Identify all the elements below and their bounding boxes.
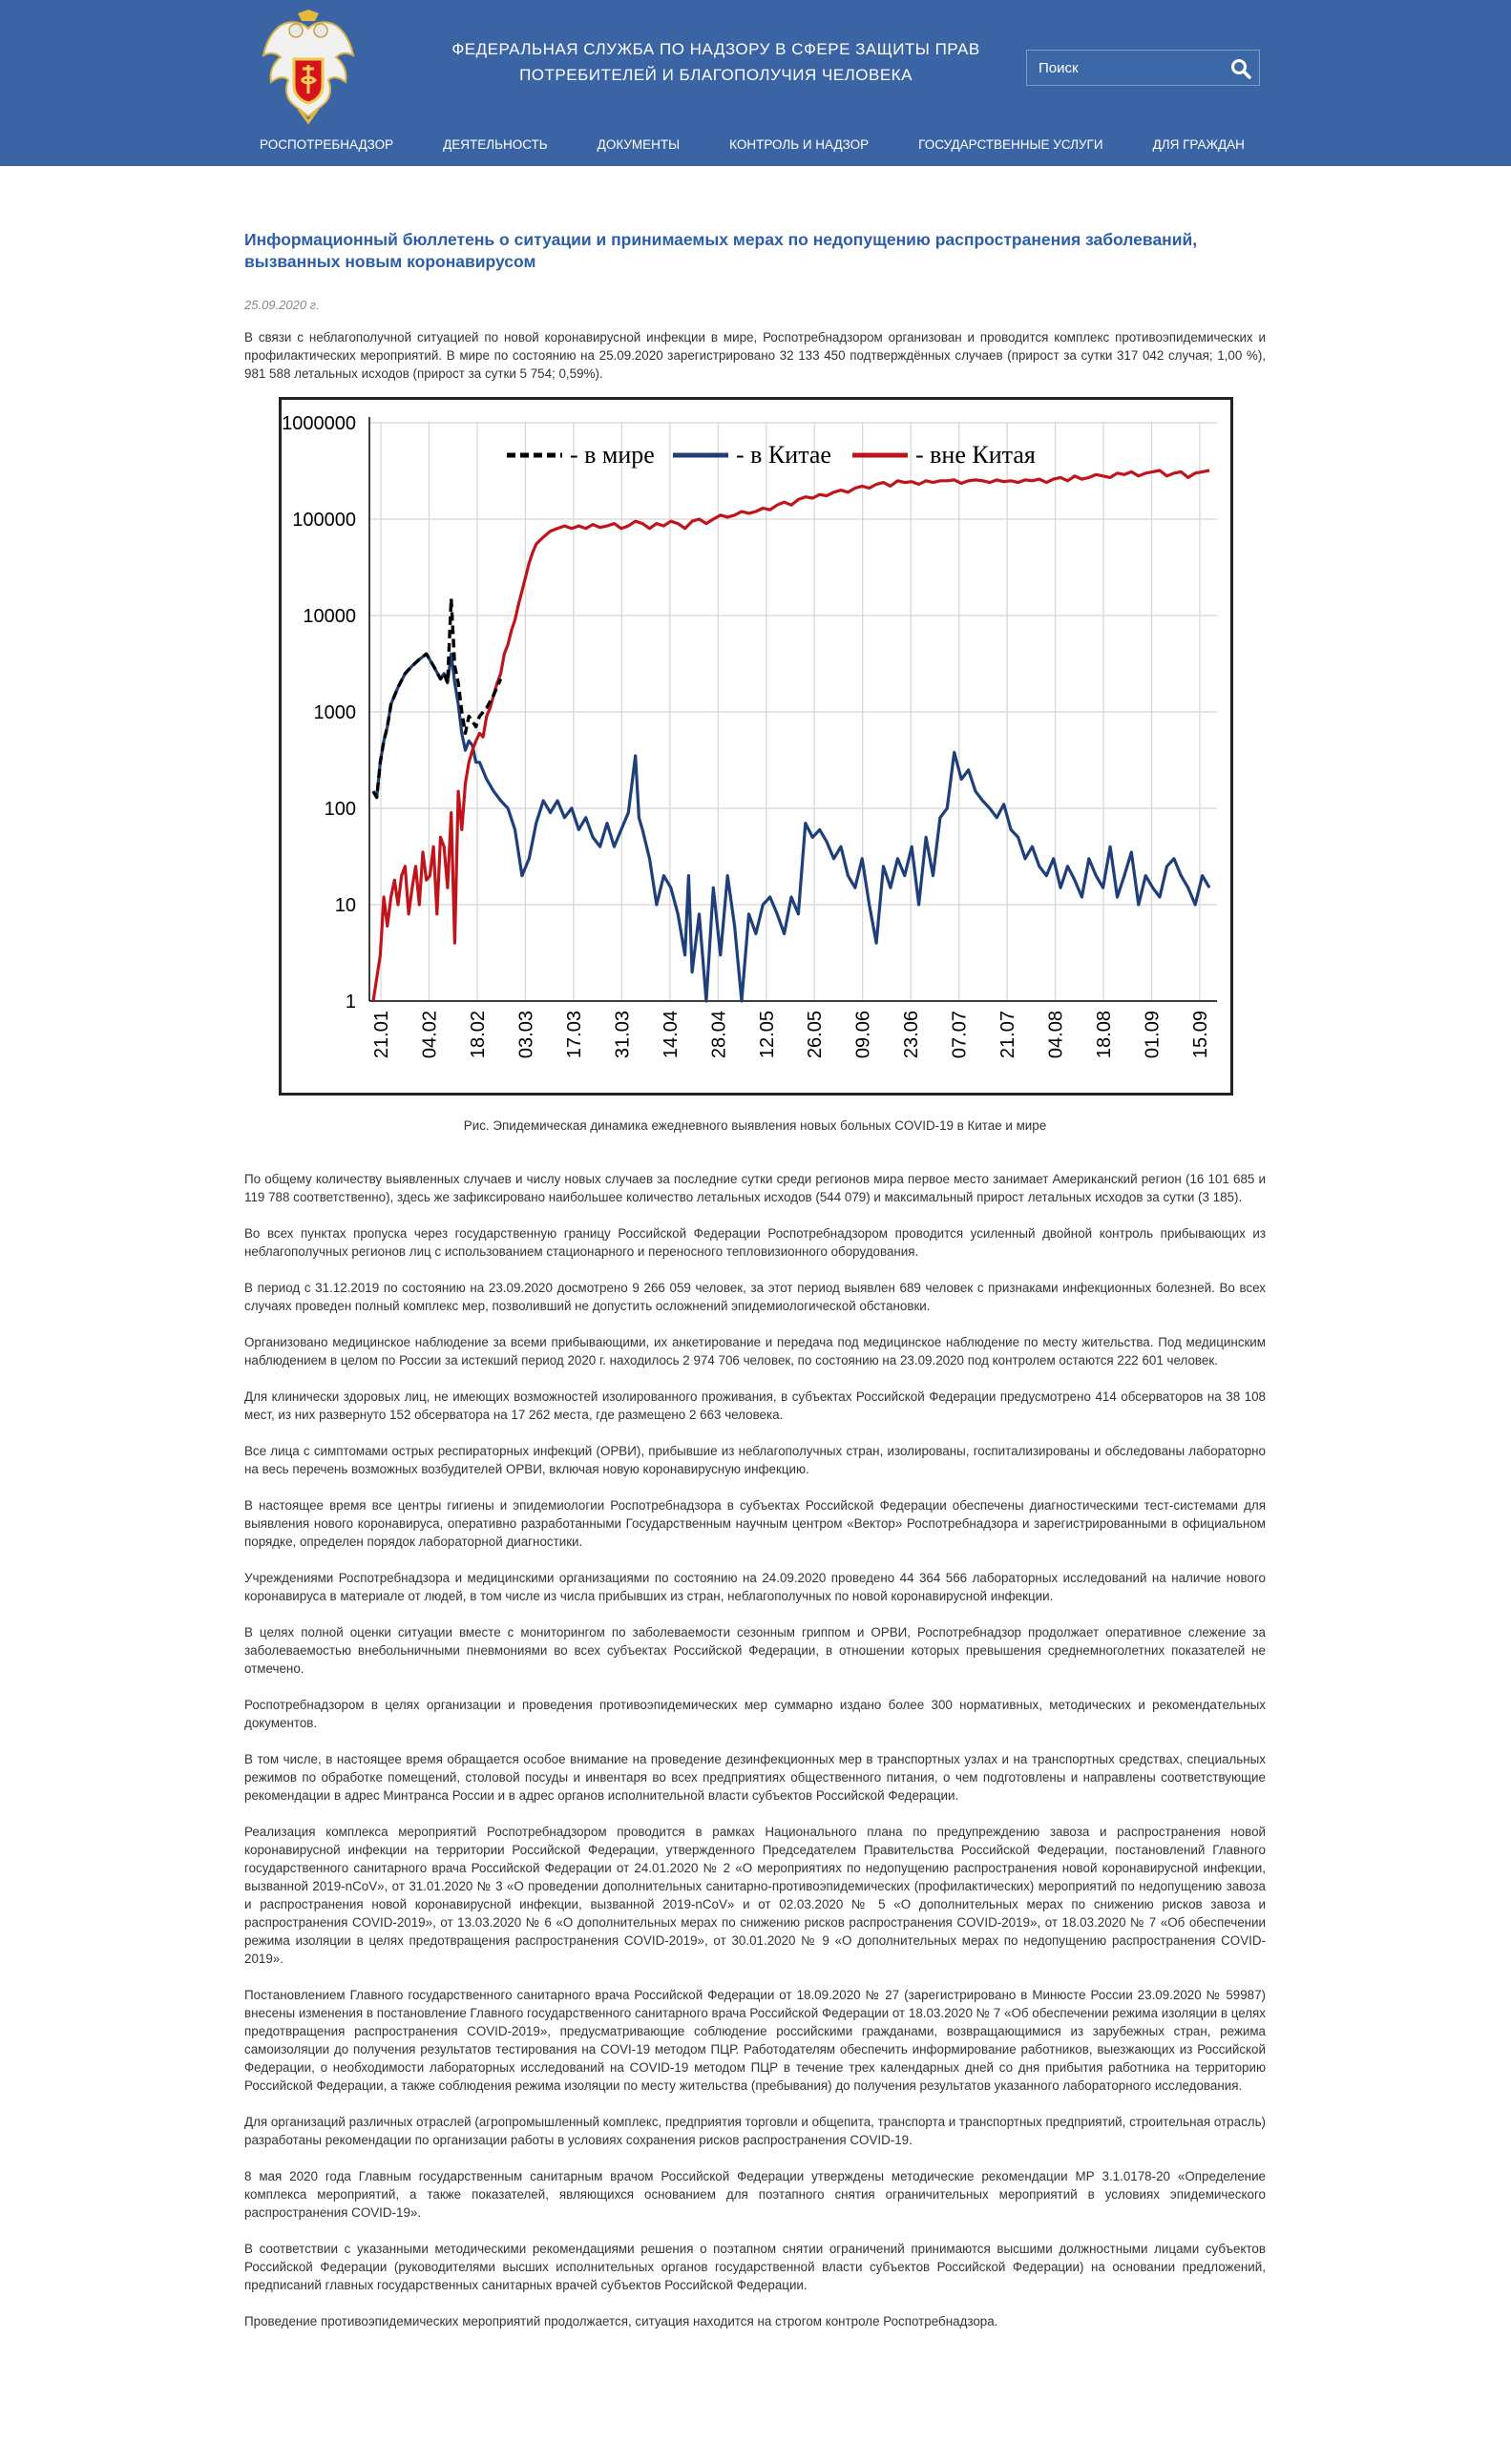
nav-item-citizens[interactable]: ДЛЯ ГРАЖДАН: [1152, 137, 1245, 152]
article-paragraph: Проведение противоэпидемических мероприятий продолжается, ситуация находится на строгом контроле Роспотребнадзора.: [244, 2314, 998, 2328]
search-box: [1026, 50, 1260, 86]
article-paragraph: Роспотребнадзором в целях организации и проведения противоэпидемических мер суммарно издано более 300 нормативных, методических и рекомендательных документов.: [244, 1698, 1266, 1730]
y-tick-label: 1000: [313, 702, 356, 723]
x-tick-label: 14.04: [660, 1011, 682, 1059]
site-header: [0, 0, 1511, 166]
article-paragraph: Постановлением Главного государственного санитарного врача Российской Федерации от 18.09.2020 № 27 (зарегистрировано в Минюсте России 23.09.2020 № 59987) внесены изменения в постановление Главного государственного санитарного врача Российской Федерации от 18.03.2020 № 7 «Об обеспечении режима изоляции в целях предотвращения распространения COVID-2019», предусматривающие соблюдение российскими гражданами, возвращающимися из зарубежных стран, режима самоизоляции до получения результатов тестирования на COVI-19 методом ПЦР. Работодателям обеспечить информирование работников, выезжающих из Российской Федерации, о необходимости лабораторных исследований на COVID-19 методом ПЦР в течение трех календарных дней со дня прибытия работника на территорию Российской Федерации, а также соблюдения режима изоляции по месту жительства (пребывания) до получения результатов указанного лабораторного исследования.: [244, 1988, 1266, 2093]
legend-label: - в мире: [570, 441, 655, 469]
y-tick-label: 1000000: [282, 413, 356, 434]
emblem-logo-icon[interactable]: [256, 10, 361, 126]
epidemic-chart: [279, 397, 1233, 1096]
article-paragraph: В целях полной оценки ситуации вместе с мониторингом по заболеваемости сезонным гриппом и ОРВИ, Роспотребнадзор продолжает оперативное слежение за заболеваемостью внебольничными пневмониями во всех субъектах Российской Федерации, в отношении которых превышения среднемноголетних показателей не отмечено.: [244, 1625, 1266, 1676]
article-paragraph: Для клинически здоровых лиц, не имеющих возможностей изолированного проживания, в субъектах Российской Федерации предусмотрено 414 обсерваторов на 38 108 мест, из них развернуто 152 обсерватора на 17 262 места, где размещено 2 663 человека.: [244, 1389, 1266, 1422]
article-paragraph: Все лица с симптомами острых респираторных инфекций (ОРВИ), прибывшие из неблагополучных стран, изолированы, госпитализированы и обследованы лабораторно на весь перечень возможных возбудителей ОРВИ, включая новую коронавирусную инфекцию.: [244, 1444, 1266, 1476]
x-tick-label: 12.05: [756, 1011, 778, 1059]
nav-item-control[interactable]: КОНТРОЛЬ И НАДЗОР: [729, 137, 870, 152]
article-body: [244, 1170, 1266, 2349]
x-tick-label: 18.02: [467, 1011, 489, 1059]
x-tick-label: 28.04: [708, 1011, 730, 1059]
x-tick-label: 03.03: [515, 1011, 537, 1059]
y-tick-label: 100000: [292, 510, 356, 531]
x-tick-label: 18.08: [1094, 1011, 1116, 1059]
x-tick-label: 31.03: [612, 1011, 634, 1059]
agency-title-line2: ПОТРЕБИТЕЛЕЙ И БЛАГОПОЛУЧИЯ ЧЕЛОВЕКА: [519, 66, 913, 84]
x-tick-label: 04.08: [1045, 1011, 1067, 1059]
article-paragraph: Для организаций различных отраслей (агропромышленный комплекс, предприятия торговли и общепита, транспорта и транспортных предприятий, строительная отрасль) разработаны рекомендации по организации работы в условиях сохранения рисков распространения COVID-19.: [244, 2115, 1267, 2147]
x-tick-label: 26.05: [805, 1011, 827, 1059]
article-paragraph: В соответствии с указанными методическими рекомендациями решения о поэтапном снятии ограничений принимаются высшими должностными лицами субъектов Российской Федерации (руководителями высших исполнительных органов государственной власти субъектов Российской Федерации) на основании предложений, предписаний главных государственных санитарных врачей субъектов Российской Федерации.: [244, 2242, 1266, 2292]
article: [244, 166, 1267, 2328]
x-tick-label: 04.02: [419, 1011, 441, 1059]
legend-label: - в Китае: [736, 441, 831, 469]
article-title: Информационный бюллетень о ситуации и принимаемых мерах по недопущению распространения заболеваний, вызванных новым коронавирусом: [244, 230, 1198, 271]
x-tick-label: 07.07: [949, 1011, 971, 1059]
article-paragraph: В настоящее время все центры гигиены и эпидемиологии Роспотребнадзора в субъектах Российской Федерации обеспечены диагностическими тест-системами для выявления нового коронавируса, оперативно разработанными Государственным научным центром «Вектор» Роспотребнадзора и зарегистрированными в официальном порядке, определен порядок лабораторной диагностики.: [244, 1498, 1266, 1549]
article-paragraph: По общему количеству выявленных случаев и числу новых случаев за последние сутки среди регионов мира первое место занимает Американский регион (16 101 685 и 119 788 соответственно), здесь же зафиксировано наибольшее количество летальных исходов (544 079) и максимальный прирост летальных исходов за сутки (3 185).: [244, 1172, 1266, 1204]
nav-item-public-services[interactable]: ГОСУДАРСТВЕННЫЕ УСЛУГИ: [918, 137, 1103, 152]
article-paragraph: Реализация комплекса мероприятий Роспотребнадзором проводится в рамках Национального плана по предупреждению завоза и распространения новой коронавирусной инфекции на территории Российской Федерации, утвержденного Председателем Правительства Российской Федерации, постановлений Главного государственного санитарного врача Российской Федерации от 24.01.2020 № 2 «О мероприятиях по недопущению распространения новой коронавирусной инфекции, вызванной 2019-nCoV», от 31.01.2020 № 3 «О проведении дополнительных санитарно-противоэпидемических (профилактических) мероприятий по недопущению завоза и распространения новой коронавирусной инфекции, вызванной 2019-nCoV» и от 02.03.2020 № 5 «О дополнительных мерах по снижению рисков завоза и распространения COVID-2019», от 13.03.2020 № 6 «О дополнительных мерах по снижению рисков распространения COVID-2019», от 18.03.2020 № 7 «Об обеспечении режима изоляции в целях предотвращения распространения COVID-2019», от 30.01.2020 № 9 «О дополнительных мерах по недопущению распространения COVID-2019».: [244, 1825, 1266, 1966]
x-tick-label: 21.07: [997, 1011, 1019, 1059]
x-tick-label: 09.06: [852, 1011, 874, 1059]
main-nav: [260, 137, 1294, 152]
x-tick-label: 23.06: [901, 1011, 923, 1059]
article-intro: В связи с неблагополучной ситуацией по новой коронавирусной инфекции в мире, Роспотребнадзором организован и проводится комплекс противоэпидемических и профилактических мероприятий. В мире по состоянию на 25.09.2020 зарегистрировано 32 133 450 подтверждённых случаев (прирост за сутки 317 042 случая; 1,00 %), 981 588 летальных исходов (прирост за сутки 5 754; 0,59%).: [244, 330, 1266, 381]
y-tick-label: 10000: [303, 606, 356, 627]
agency-title: [449, 36, 983, 88]
article-date: 25.09.2020 г.: [244, 298, 320, 312]
y-tick-label: 10: [334, 895, 356, 916]
x-tick-label: 21.01: [371, 1011, 392, 1059]
article-paragraph: Учреждениями Роспотребнадзора и медицинскими организациями по состоянию на 24.09.2020 проведено 44 364 566 лабораторных исследований на наличие нового коронавируса в материале от людей, в том числе из числа прибывших из стран, неблагополучных по новой коронавирусной инфекции.: [244, 1571, 1266, 1603]
article-paragraph: В том числе, в настоящее время обращается особое внимание на проведение дезинфекционных мер в транспортных узлах и на транспортных средствах, специальных режимов по обработке помещений, столовой посуды и инвентаря во всех предприятиях общественного питания, о чем подготовлены и направлены соответствующие рекомендации в адрес Минтранса России и в адрес органов исполнительной власти субъектов Российской Федерации.: [244, 1752, 1266, 1803]
nav-item-rospotrebnadzor[interactable]: РОСПОТРЕБНАДЗОР: [260, 137, 394, 152]
nav-item-documents[interactable]: ДОКУМЕНТЫ: [597, 137, 681, 152]
article-paragraph: Организовано медицинское наблюдение за всеми прибывающими, их анкетирование и передача под медицинское наблюдение по месту жительства. Под медицинским наблюдением в целом по России за истекший период 2020 г. находилось 2 974 706 человек, по состоянию на 23.09.2020 под контролем остаются 222 601 человек.: [244, 1335, 1266, 1368]
x-tick-label: 01.09: [1142, 1011, 1164, 1059]
series-line-2: [373, 470, 1209, 1001]
y-tick-label: 1: [345, 992, 356, 1013]
search-input[interactable]: [1027, 51, 1218, 85]
nav-item-activity[interactable]: ДЕЯТЕЛЬНОСТЬ: [443, 137, 548, 152]
agency-title-line1: ФЕДЕРАЛЬНАЯ СЛУЖБА ПО НАДЗОРУ В СФЕРЕ ЗАЩИТЫ ПРАВ: [451, 40, 980, 58]
series-line-1: [373, 654, 1209, 1001]
search-icon[interactable]: [1228, 56, 1253, 81]
article-paragraph: Во всех пунктах пропуска через государственную границу Российской Федерации Роспотребнадзором проводится усиленный двойной контроль прибывающих из неблагополучных регионов лиц с использованием стационарного и переносного тепловизионного оборудования.: [244, 1226, 1266, 1259]
legend-label: - вне Китая: [915, 441, 1036, 469]
chart-caption: Рис. Эпидемическая динамика ежедневного выявления новых больных COVID-19 в Китае и мире: [463, 1118, 1047, 1133]
y-tick-label: 100: [324, 799, 356, 820]
x-tick-label: 17.03: [563, 1011, 585, 1059]
article-paragraph: В период с 31.12.2019 по состоянию на 23.09.2020 досмотрено 9 266 059 человек, за этот период выявлен 689 человек с признаками инфекционных болезней. Во всех случаях проведен полный комплекс мер, позволивший не допустить осложнений эпидемиологической обстановки.: [244, 1281, 1266, 1313]
article-paragraph: 8 мая 2020 года Главным государственным санитарным врачом Российской Федерации утверждены методические рекомендации МР 3.1.0178-20 «Определение комплекса мероприятий, а также показателей, являющихся основанием для поэтапного снятия ограничительных мероприятий в условиях эпидемического распространения COVID-19».: [244, 2169, 1266, 2220]
epidemic-chart-svg: [282, 400, 1230, 1093]
x-tick-label: 15.09: [1190, 1011, 1211, 1059]
